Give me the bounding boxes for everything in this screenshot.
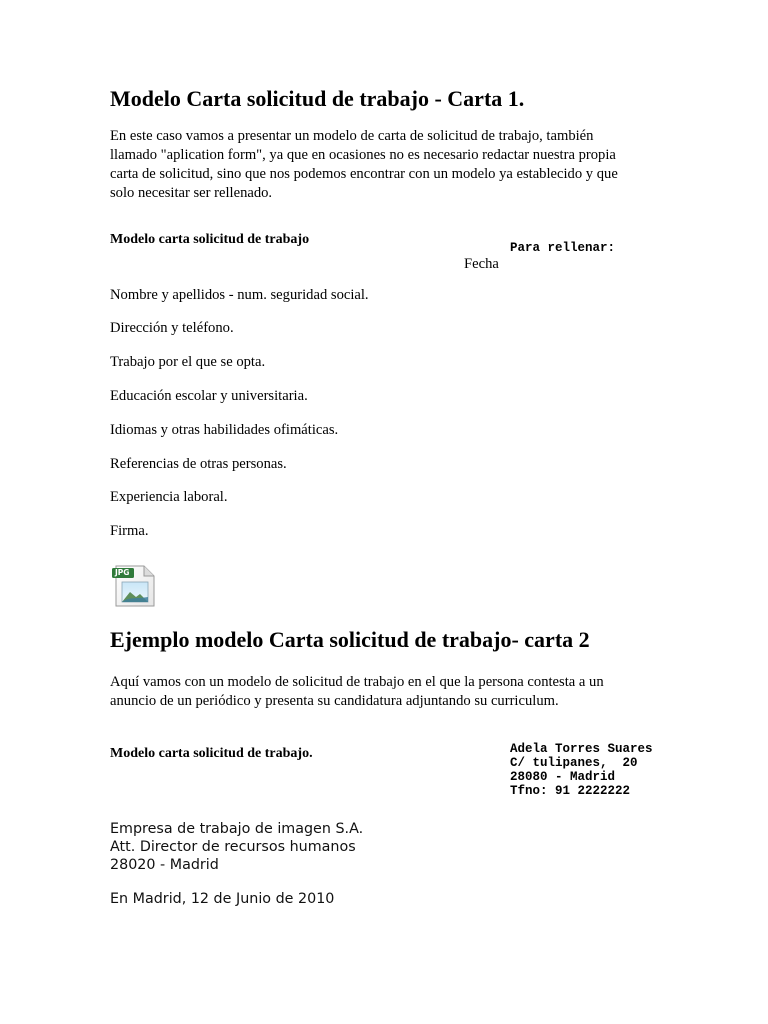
jpg-file-icon[interactable] — [110, 564, 156, 608]
form-field: Experiencia laboral. — [110, 489, 228, 505]
form-field: Trabajo por el que se opta. — [110, 354, 266, 370]
section1-form-heading: Modelo carta solicitud de trabajo — [110, 232, 310, 247]
form-field: Nombre y apellidos - num. seguridad social. — [110, 287, 369, 303]
form-field: Idiomas y otras habilidades ofimáticas. — [110, 422, 339, 438]
sender-address — [510, 742, 653, 798]
date-line: En Madrid, 12 de Junio de 2010 — [110, 891, 335, 907]
section1-paragraph-line: solo necesitar ser rellenado. — [110, 185, 273, 201]
section1-paragraph-line: llamado "aplication form", ya que en ocasiones no es necesario redactar nuestra propia — [110, 147, 616, 163]
sender-line: Tfno: 91 2222222 — [510, 784, 631, 798]
section1-paragraph — [110, 127, 650, 203]
section2-paragraph-line: Aquí vamos con un modelo de solicitud de trabajo en el que la persona contesta a un — [110, 674, 604, 690]
recipient-address — [110, 820, 363, 874]
recipient-line: Att. Director de recursos humanos — [110, 839, 356, 855]
sender-line: 28080 - Madrid — [510, 770, 616, 784]
form-field: Dirección y teléfono. — [110, 320, 234, 336]
section2-form-heading: Modelo carta solicitud de trabajo. — [110, 746, 313, 761]
form-field: Firma. — [110, 523, 149, 539]
form-field: Referencias de otras personas. — [110, 456, 287, 472]
section2-title: Ejemplo modelo Carta solicitud de trabajo- carta 2 — [110, 627, 590, 652]
section1-paragraph-line: En este caso vamos a presentar un modelo de carta de solicitud de trabajo, también — [110, 128, 594, 144]
jpg-label: JPG — [115, 568, 130, 577]
sender-line: Adela Torres Suares — [510, 742, 653, 756]
section1-paragraph-line: carta de solicitud, sino que nos podemos encontrar con un modelo ya establecido y que — [110, 166, 618, 182]
form-field: Educación escolar y universitaria. — [110, 388, 308, 404]
section1-title: Modelo Carta solicitud de trabajo - Carta 1. — [110, 86, 525, 111]
section2-paragraph — [110, 673, 650, 711]
recipient-line: 28020 - Madrid — [110, 857, 219, 873]
para-rellenar-label: Para rellenar: — [510, 241, 616, 255]
sender-line: C/ tulipanes, 20 — [510, 756, 638, 770]
section2-paragraph-line: anuncio de un periódico y presenta su candidatura adjuntando su curriculum. — [110, 693, 559, 709]
fecha-label: Fecha — [464, 256, 499, 272]
recipient-line: Empresa de trabajo de imagen S.A. — [110, 821, 364, 837]
